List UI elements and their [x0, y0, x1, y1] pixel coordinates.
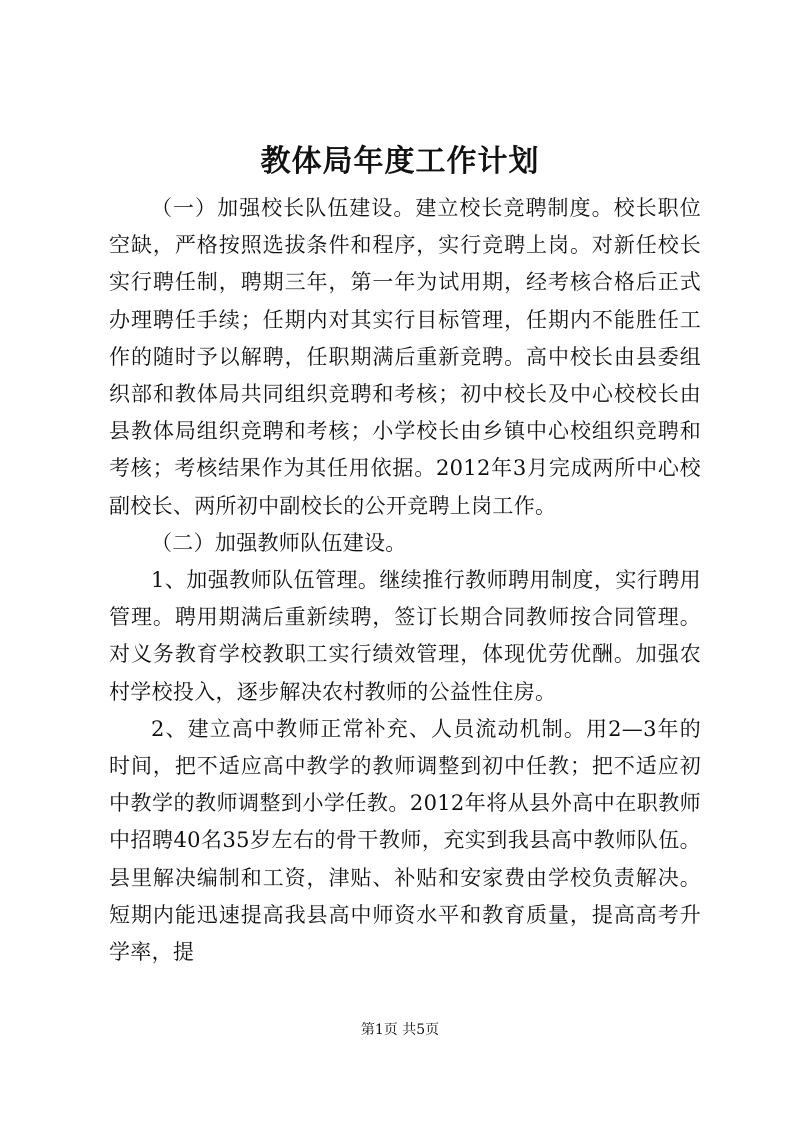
paragraph-teacher-management: 1、加强教师队伍管理。继续推行教师聘用制度，实行聘用管理。聘用期满后重新续聘，签订长期合同教师按合同管理。对义务教育学校教职工实行绩效管理，体现优劳优酬。加强农村学校投入，逐步解决农村教师的公益性住房。 [109, 568, 701, 704]
document-body [109, 190, 701, 971]
paragraph-teacher-supplement: 2、建立高中教师正常补充、人员流动机制。用2—3年的时间，把不适应高中教学的教师调整到初中任教；把不适应初中教学的教师调整到小学任教。2012年将从县外高中在职教师中招聘40名35岁左右的骨干教师，充实到我县高中教师队伍。县里解决编制和工资，津贴、补贴和安家费由学校负责解决。短期内能迅速提高我县高中师资水平和教育质量，提高高考升学率，提 [109, 716, 701, 965]
paragraph-teacher-team-heading: （二）加强教师队伍建设。 [151, 530, 407, 555]
page-footer: 第1页 共5页 [360, 1022, 440, 1038]
document-title: 教体局年度工作计划 [260, 144, 540, 179]
paragraph-principal-team: （一）加强校长队伍建设。建立校长竞聘制度。校长职位空缺，严格按照选拔条件和程序，实行竞聘上岗。对新任校长实行聘任制，聘期三年，第一年为试用期，经考核合格后正式办理聘任手续；任期内对其实行目标管理，任期内不能胜任工作的随时予以解聘，任职期满后重新竞聘。高中校长由县委组织部和教体局共同组织竞聘和考核；初中校长及中心校校长由县教体局组织竞聘和考核；小学校长由乡镇中心校组织竞聘和考核；考核结果作为其任用依据。2012年3月完成两所中心校副校长、两所初中副校长的公开竞聘上岗工作。 [109, 196, 701, 518]
